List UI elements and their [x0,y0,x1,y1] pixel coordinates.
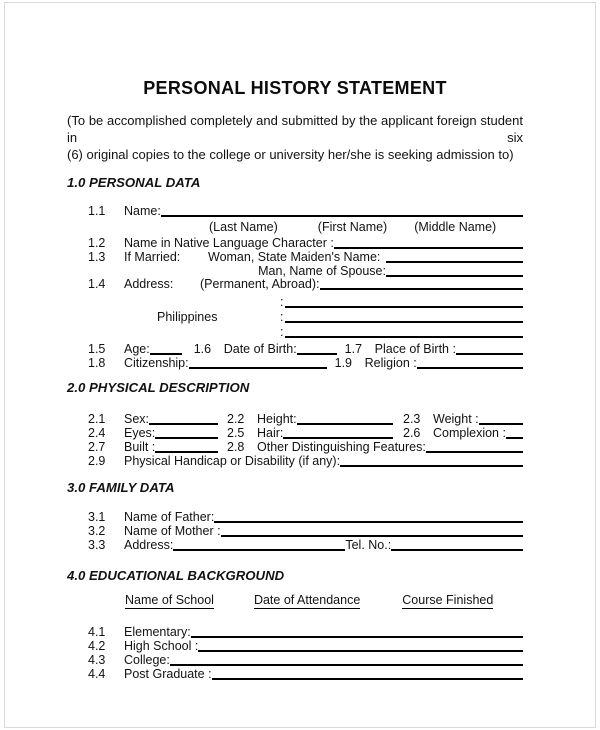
field-label: Height: [257,412,297,426]
item-number: 2.7 [88,440,106,454]
item-number: 1.6 [193,342,212,356]
item-number: 2.6 [403,426,421,440]
section-number: 1.0 [67,175,86,190]
field-sex-height-weight-row [67,412,523,426]
complexion-fill-line [506,435,523,439]
field-label: Address: [124,538,174,552]
form-content [67,0,523,681]
last-name-sublabel: (Last Name) [209,220,278,234]
item-number: 1.7 [344,342,363,356]
address-extra-line-row [67,324,523,339]
field-label: Name of Father: [124,510,215,524]
column-3 [403,412,523,426]
intro-paragraph [67,112,523,163]
field-handicap-row [67,454,523,468]
item-number: 2.1 [88,412,106,426]
item-number: 1.8 [88,356,106,370]
section-number: 3.0 [67,480,86,495]
field-label: College: [124,653,170,667]
intro-line: (To be accomplished completely and submitted by the applicant foreign student in six [67,113,523,145]
section-title: PERSONAL DATA [89,175,201,190]
column-2 [227,426,403,440]
column-2-3 [227,440,523,454]
spouse-name-label: Man, Name of Spouse: [258,264,386,278]
item-number: 3.2 [88,524,106,538]
item-number: 2.5 [227,426,245,440]
section-heading-personal-data [67,175,523,189]
post-graduate-fill-line [212,676,523,680]
course-column-header: Course Finished [402,593,494,607]
family-address-fill-line [173,547,345,551]
address-fill-line-3 [285,319,523,323]
field-label: Age: [124,342,150,356]
field-post-graduate-row [67,667,523,681]
field-college-row [67,653,523,667]
section-heading-family-data [67,480,523,494]
address-line-colon: : [280,325,284,339]
field-label: Place of Birth : [374,342,456,356]
native-name-fill-line [334,245,523,249]
field-native-name-row [67,236,523,250]
first-name-sublabel: (First Name) [317,220,388,234]
field-label: Date of Birth: [223,342,297,356]
item-number: 1.5 [88,342,106,356]
address-fill-line [320,286,523,290]
name-fill-line [161,213,523,217]
field-label: Religion : [364,356,417,370]
field-label: Physical Handicap or Disability (if any): [124,454,341,468]
school-column-header: Name of School [125,593,214,607]
field-label: Other Distinguishing Features: [257,440,426,454]
address-line-colon: : [280,310,284,324]
field-label: High School : [124,639,199,653]
section-title: FAMILY DATA [89,480,175,495]
field-label: Hair: [257,426,284,440]
field-label: If Married: [124,250,181,264]
item-number: 4.4 [88,667,106,681]
tel-fill-line [391,547,523,551]
physical-description-rows [67,412,523,468]
field-label: Citizenship: [124,356,189,370]
address-sublabel: (Permanent, Abroad): [200,277,320,291]
education-table-headers [67,594,523,609]
field-address-row [67,278,523,291]
item-number: 1.2 [88,236,106,250]
item-number: 4.1 [88,625,106,639]
item-number: 1.3 [88,250,106,264]
field-eyes-hair-complexion-row [67,426,523,440]
section-title: PHYSICAL DESCRIPTION [89,380,250,395]
item-number: 2.2 [227,412,245,426]
column-3 [403,426,523,440]
section-number: 4.0 [67,568,86,583]
attendance-column-header: Date of Attendance [253,593,361,607]
birth-place-fill-line [456,351,523,355]
section-heading-physical-description [67,380,523,394]
personal-data-rows [67,204,523,370]
field-family-address-row [67,538,523,552]
field-father-row [67,510,523,524]
education-rows [67,625,523,681]
height-fill-line [297,421,393,425]
item-number: 2.9 [88,454,106,468]
item-number: 4.3 [88,653,106,667]
item-number: 3.3 [88,538,106,552]
eyes-fill-line [155,435,218,439]
college-fill-line [170,662,523,666]
high-school-fill-line [198,648,523,652]
spouse-name-fill-line [386,273,523,277]
maiden-name-label: Woman, State Maiden's Name: [208,250,381,264]
religion-fill-line [417,365,523,369]
item-number: 1.4 [88,277,106,291]
handicap-fill-line [340,463,523,467]
field-label: Elementary: [124,625,191,639]
maiden-name-fill-line [386,259,523,263]
tel-label: Tel. No.: [345,538,392,552]
field-label: Name of Mother : [124,524,221,538]
field-label: Sex: [124,412,150,426]
item-number: 1.1 [88,204,106,218]
field-label: Name in Native Language Character : [124,236,334,250]
address-line-colon: : [280,295,284,309]
section-heading-educational-background [67,568,523,582]
intro-line: (6) original copies to the college or university her/she is seeking admission to) [67,147,514,162]
weight-fill-line [479,421,523,425]
field-name-row [67,204,523,218]
page-title: PERSONAL HISTORY STATEMENT [143,78,447,98]
section-title: EDUCATIONAL BACKGROUND [89,568,285,583]
field-label: Post Graduate : [124,667,212,681]
built-fill-line [155,449,218,453]
field-citizenship-religion-row [67,356,523,370]
address-fill-line-2 [285,304,523,308]
field-built-features-row [67,440,523,454]
field-label: Weight : [433,412,479,426]
field-high-school-row [67,639,523,653]
birth-date-fill-line [297,351,337,355]
address-fill-line-4 [285,334,523,338]
item-number: 1.9 [334,356,353,370]
citizenship-fill-line [189,365,327,369]
field-mother-row [67,524,523,538]
age-fill-line [150,351,182,355]
address-extra-line-row [67,291,523,309]
column-1 [88,426,227,440]
column-2 [227,412,403,426]
mother-fill-line [221,533,523,537]
section-number: 2.0 [67,380,86,395]
field-label: Name: [124,204,161,218]
column-1 [88,412,227,426]
field-married-man-row [67,264,523,278]
field-married-woman-row [67,250,523,264]
item-number: 2.4 [88,426,106,440]
country-label: Philippines [157,310,218,324]
hair-fill-line [283,435,393,439]
sex-fill-line [149,421,218,425]
field-label: Complexion : [433,426,506,440]
item-number: 4.2 [88,639,106,653]
item-number: 2.3 [403,412,421,426]
field-age-birth-row [67,339,523,356]
address-extra-line-row [67,309,523,324]
father-fill-line [214,519,523,523]
field-elementary-row [67,625,523,639]
field-label: Eyes: [124,426,156,440]
item-number: 3.1 [88,510,106,524]
item-number: 2.8 [227,440,245,454]
field-label: Built : [124,440,156,454]
name-sublabels-row [67,218,523,236]
elementary-fill-line [191,634,523,638]
middle-name-sublabel: (Middle Name) [414,220,497,234]
features-fill-line [426,449,523,453]
family-data-rows [67,510,523,552]
column-1 [88,440,227,454]
field-label: Address: [124,277,174,291]
